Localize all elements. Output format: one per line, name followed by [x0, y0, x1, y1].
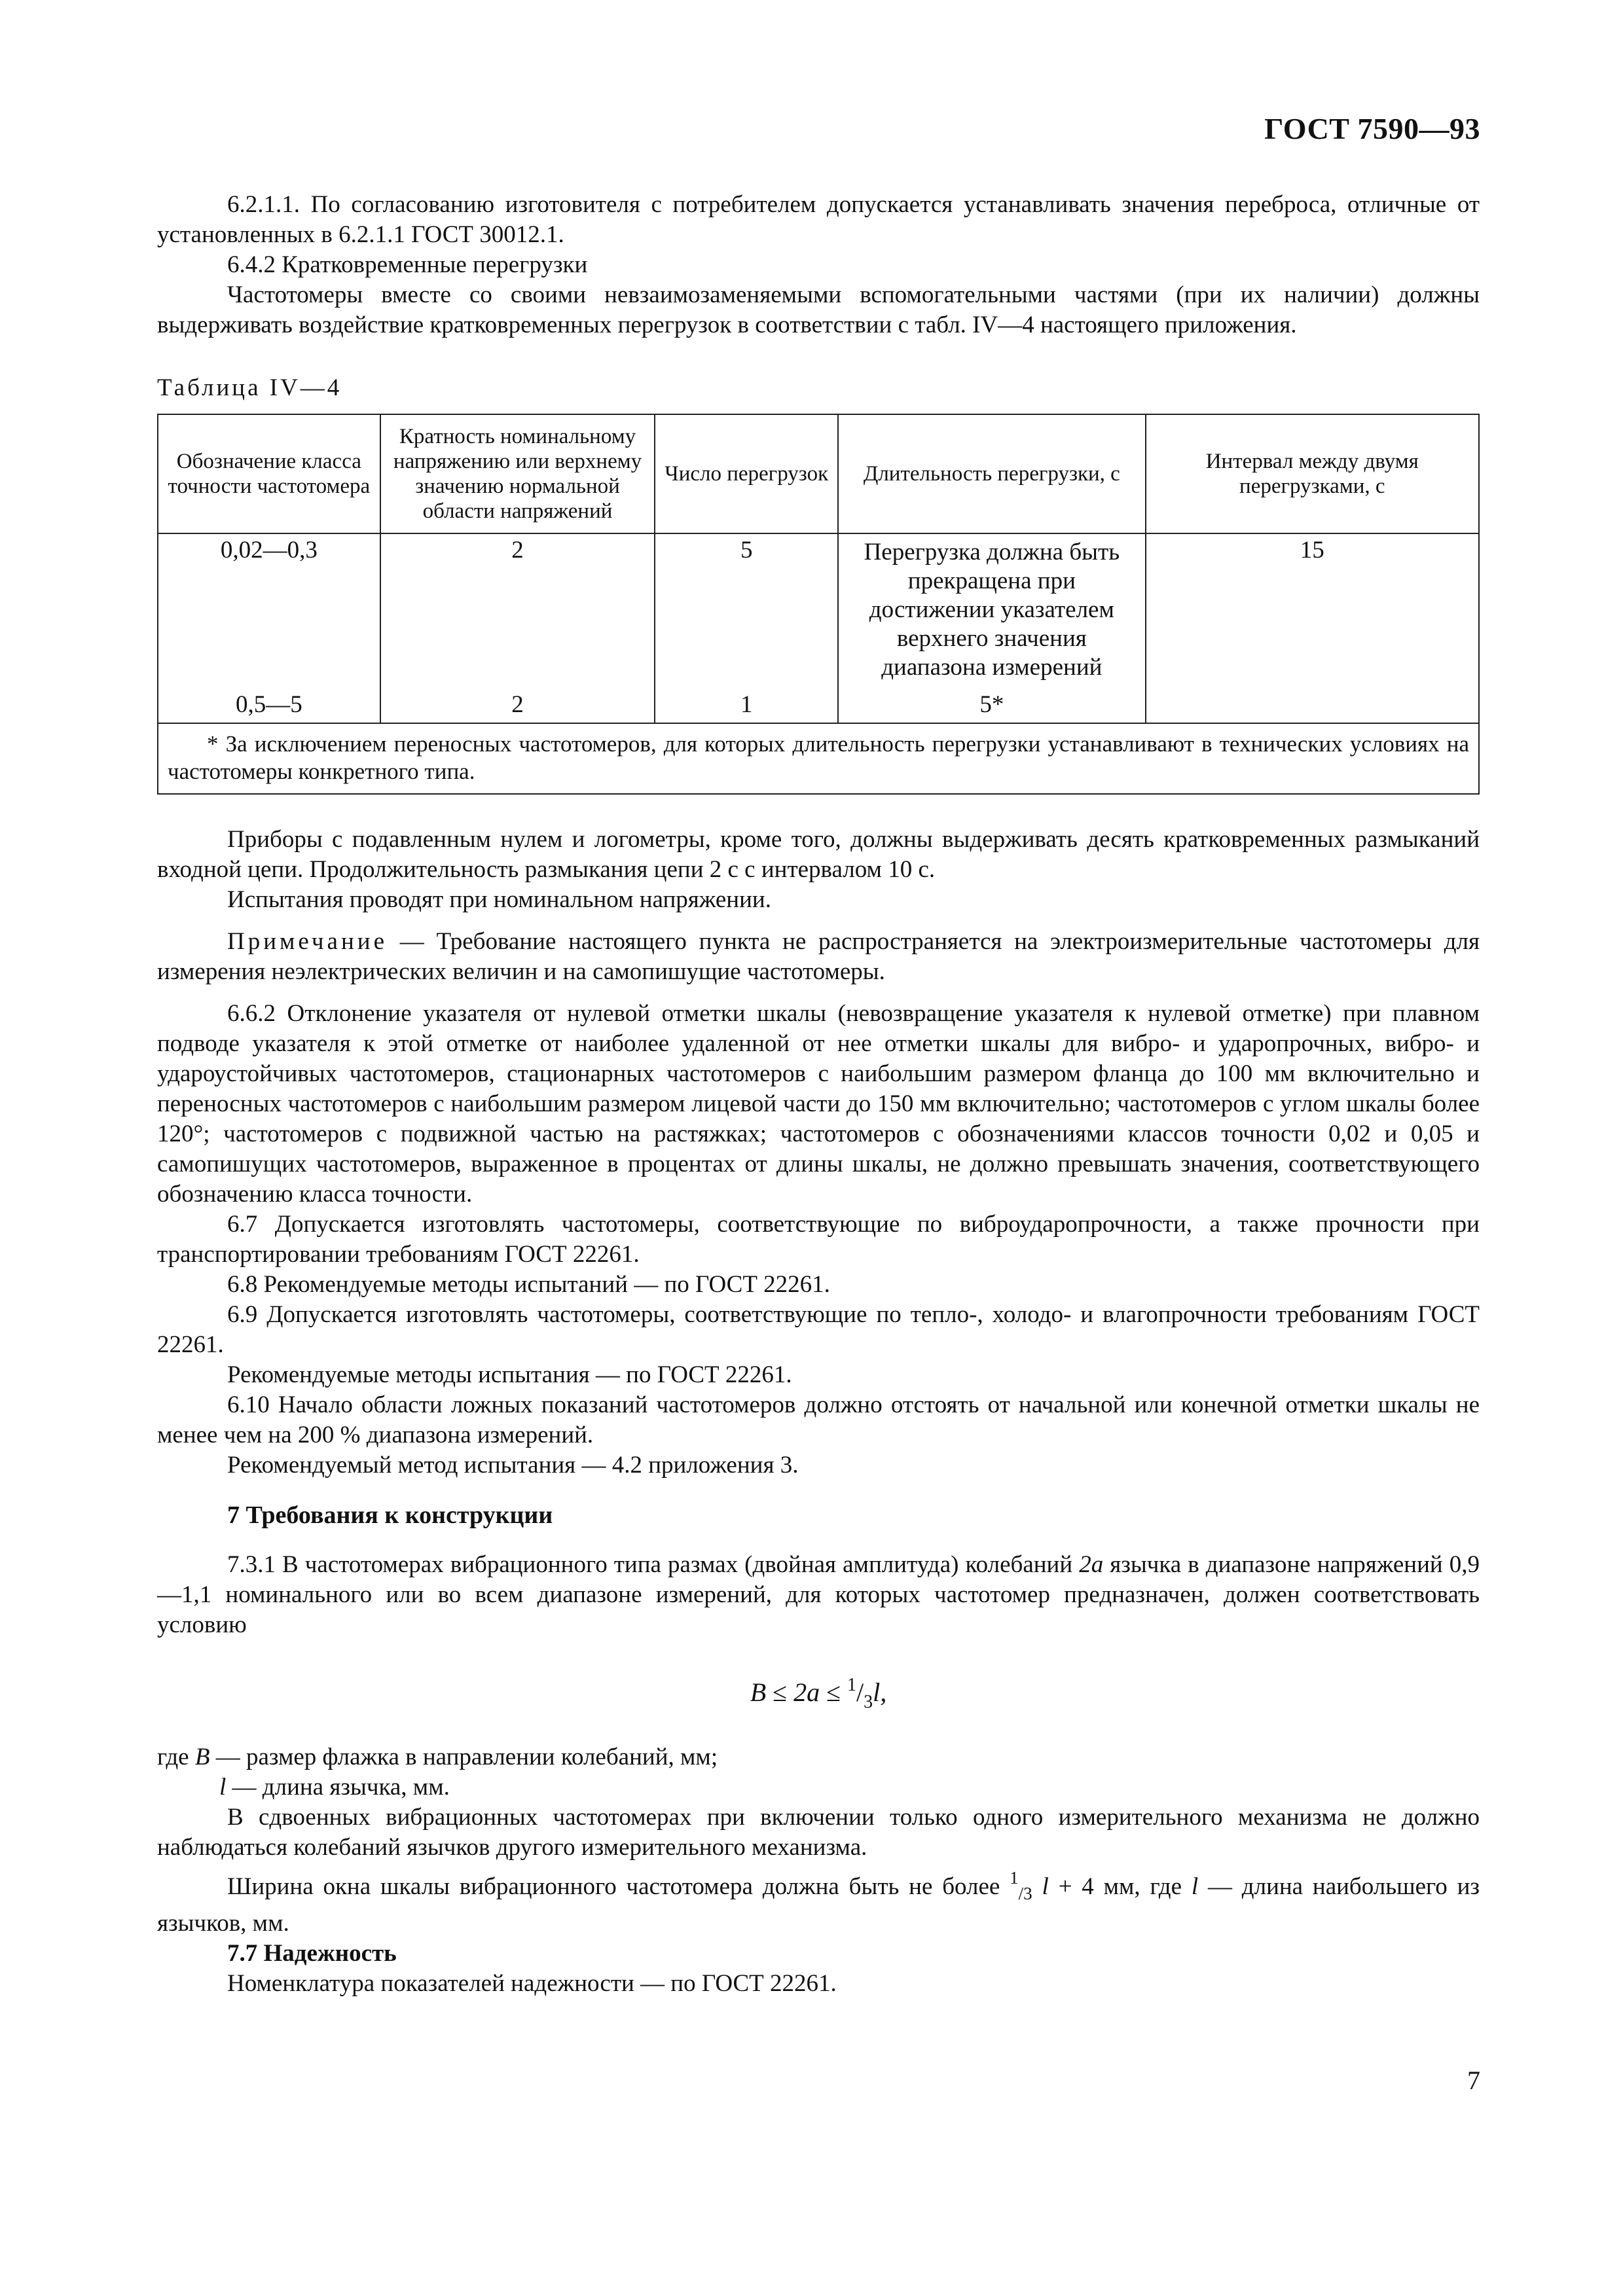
where-part: — длина язычка, мм. — [226, 1774, 450, 1801]
paragraph-7-7-title: 7.7 Надежность — [227, 1940, 397, 1967]
shirina-part: Ширина окна шкалы вибрационного частотомера должна быть не более — [227, 1873, 1010, 1900]
paragraph-6-9: 6.9 Допускается изготовлять частотомеры, соответствующие по тепло-, холодо- и влагопрочности требованиям ГОСТ 22261. — [157, 1301, 1480, 1358]
paragraph-6-7: 6.7 Допускается изготовлять частотомеры, соответствующие по виброударопрочности, а также прочности при транспортировании требованиям ГОСТ 22261. — [157, 1211, 1480, 1268]
paragraph-pribory: Приборы с подавленным нулем и логометры, кроме того, должны выдерживать десять кратковременных размыканий входной цепи. Продолжительность размыкания цепи 2 с с интервалом 10 с. — [157, 826, 1480, 883]
paragraph-6-10: 6.10 Начало области ложных показаний частотомеров должно отстоять от начальной или конечной отметки шкалы не менее чем на 200 % диапазона измерений. — [157, 1391, 1480, 1448]
paragraph-6-4-2-body: Частотомеры вместе со своими невзаимозаменяемыми вспомогательными частями (при их наличии) должны выдерживать воздействие кратковременных перегрузок в соответствии с табл. IV—4 настоящего приложения. — [157, 281, 1480, 338]
formula-part: / — [856, 1677, 864, 1707]
note-text: — Требование настоящего пункта не распространяется на электроизмерительные частотомеры для измерения неэлектрических величин и на самопишущие частотомеры. — [157, 928, 1480, 985]
paragraph-6-4-2-title: 6.4.2 Кратковременные перегрузки — [227, 251, 588, 278]
fraction-numerator: 1 — [1010, 1868, 1019, 1888]
table-cell — [1146, 687, 1479, 723]
page-number: 7 — [1467, 2066, 1480, 2095]
formula-numerator: 1 — [847, 1675, 857, 1695]
document-header: ГОСТ 7590—93 — [1264, 112, 1480, 145]
paragraph-6-10-method: Рекомендуемый метод испытания — 4.2 приложения 3. — [227, 1452, 799, 1479]
formula-part: B — [750, 1677, 767, 1707]
table-cell: 2 — [380, 533, 655, 687]
formula-part: l, — [873, 1677, 887, 1707]
paragraph-sdvoennye: В сдвоенных вибрационных частотомерах при включении только одного измерительного механизма не должно наблюдаться колебаний язычков другого измерительного механизма. — [157, 1804, 1480, 1861]
fraction-denominator: /3 — [1018, 1884, 1032, 1903]
paragraph-7-3-1-part: язычка в диапазоне напряжений 0,9—1,1 номинального или во всем диапазоне измерений, для которых частотомер предназначен, должен соответствовать условию — [157, 1551, 1480, 1638]
shirina-part: — длина наибольшего из язычков, мм. — [157, 1873, 1480, 1937]
where-line-1 — [157, 1742, 1480, 1772]
table-row — [158, 687, 1479, 723]
table-header-cell: Кратность номинальному напряжению или верхнему значению нормальной области напряжений — [380, 414, 655, 533]
paragraph-shirina — [157, 1863, 1480, 1939]
table-caption: Таблица IV—4 — [157, 374, 342, 401]
overload-table — [157, 414, 1480, 795]
table-header-cell: Интервал между двумя перегрузками, с — [1146, 414, 1479, 533]
table-row — [158, 533, 1479, 687]
table-cell: 5 — [655, 533, 838, 687]
shirina-part: + 4 мм, где — [1048, 1873, 1192, 1900]
formula — [157, 1670, 1480, 1717]
paragraph-6-9-methods: Рекомендуемые методы испытания — по ГОСТ 22261. — [227, 1361, 792, 1388]
where-line-2 — [157, 1772, 1480, 1803]
paragraph-7-3-1-part: 7.3.1 В частотомерах вибрационного типа размах (двойная амплитуда) колебаний — [227, 1551, 1080, 1578]
paragraph-6-6-2: 6.6.2 Отклонение указателя от нулевой отметки шкалы (невозвращение указателя к нулевой отметке) при плавном подводе указателя к этой отметке от наиболее удаленной от нее отметки шкалы для вибро- и ударопрочных, вибро- и удароустойчивых частотомеров, стационарных частотомеров с наибольшим размером фланца до 100 мм включительно и переносных частотомеров с наибольшим размером лицевой части до 150 мм включительно; частотомеров с углом шкалы более 120°; частотомеров с подвижной частью на растяжках; частотомеров с обозначениями классов точности 0,02 и 0,05 и самопишущих частотомеров, выраженное в процентах от длины шкалы, не должно превышать значения, соответствующего обозначению класса точности. — [157, 1000, 1480, 1208]
variable-2a: 2a — [1079, 1551, 1104, 1578]
table-cell: 1 — [655, 687, 838, 723]
paragraph-6-2-1-1: 6.2.1.1. По согласованию изготовителя с потребителем допускается устанавливать значения переброса, отличные от установленных в 6.2.1.1 ГОСТ 30012.1. — [157, 191, 1480, 248]
table-header-cell: Число перегрузок — [655, 414, 838, 533]
table-cell: Перегрузка должна быть прекращена при достижении указателем верхнего значения диапазона измерений — [838, 533, 1145, 687]
table-cell: 15 — [1146, 533, 1479, 687]
where-part: где — [157, 1744, 195, 1770]
table-footnote: * За исключением переносных частотомеров, для которых длительность перегрузки устанавливают в технических условиях на частотомеры конкретного типа. — [158, 723, 1479, 794]
where-part: — размер флажка в направлении колебаний, мм; — [210, 1744, 718, 1770]
section-7-heading: 7 Требования к конструкции — [227, 1501, 553, 1529]
variable-l: l — [1032, 1873, 1049, 1900]
table-cell: 0,5—5 — [158, 687, 380, 723]
formula-part: 2a — [793, 1677, 820, 1707]
formula-part: ≤ — [766, 1677, 794, 1707]
table-header-row — [158, 414, 1479, 533]
formula-denominator: 3 — [864, 1692, 873, 1712]
table-header-cell: Обозначение класса точности частотомера — [158, 414, 380, 533]
formula-part: ≤ — [820, 1677, 848, 1707]
variable-b: B — [194, 1744, 210, 1770]
paragraph-7-7-body: Номенклатура показателей надежности — по ГОСТ 22261. — [227, 1970, 837, 1997]
note-label: Примечание — [227, 928, 388, 955]
table-footnote-row — [158, 723, 1479, 794]
variable-l: l — [219, 1774, 227, 1801]
table-cell: 0,02—0,3 — [158, 533, 380, 687]
paragraph-6-8: 6.8 Рекомендуемые методы испытаний — по ГОСТ 22261. — [227, 1271, 830, 1298]
variable-l: l — [1191, 1873, 1199, 1900]
paragraph-7-3-1 — [157, 1550, 1480, 1640]
note-paragraph — [157, 927, 1480, 987]
paragraph-ispytaniya: Испытания проводят при номинальном напряжении. — [227, 886, 771, 913]
table-header-cell: Длительность перегрузки, с — [838, 414, 1145, 533]
table-cell: 2 — [380, 687, 655, 723]
table-cell: 5* — [838, 687, 1145, 723]
document-body — [157, 190, 1480, 1999]
